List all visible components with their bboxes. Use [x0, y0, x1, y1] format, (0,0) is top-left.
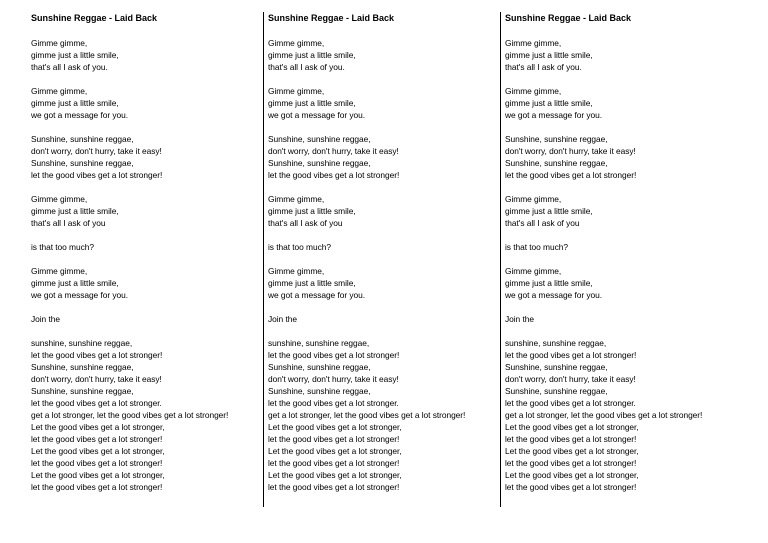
- lyric-line: gimme just a little smile,: [31, 206, 119, 216]
- lyrics-stanza: [268, 241, 495, 253]
- lyric-line: Gimme gimme,: [268, 194, 325, 204]
- lyric-line: sunshine, sunshine reggae,: [31, 338, 133, 348]
- lyric-line: Let the good vibes get a lot stronger,: [31, 422, 165, 432]
- lyric-line: Sunshine, sunshine reggae,: [268, 386, 371, 396]
- lyric-line: that's all I ask of you.: [268, 62, 345, 72]
- lyrics-stanza: [268, 85, 495, 121]
- lyric-line: that's all I ask of you: [31, 218, 106, 228]
- lyrics-stanza: [31, 313, 259, 325]
- lyric-line: that's all I ask of you.: [505, 62, 582, 72]
- lyrics-stanza: [268, 193, 495, 229]
- lyric-line: let the good vibes get a lot stronger!: [31, 482, 163, 492]
- lyric-line: Let the good vibes get a lot stronger,: [268, 446, 402, 456]
- lyric-line: we got a message for you.: [505, 110, 602, 120]
- lyrics-stanza: [268, 337, 495, 493]
- lyric-line: that's all I ask of you.: [31, 62, 108, 72]
- lyric-line: we got a message for you.: [31, 290, 128, 300]
- lyric-line: Let the good vibes get a lot stronger,: [505, 470, 639, 480]
- lyrics-stanza: [505, 37, 732, 73]
- stanza-list: [31, 37, 259, 493]
- lyric-line: Gimme gimme,: [505, 38, 562, 48]
- lyric-line: don't worry, don't hurry, take it easy!: [268, 374, 399, 384]
- lyric-line: we got a message for you.: [268, 290, 365, 300]
- lyric-line: Gimme gimme,: [505, 194, 562, 204]
- lyric-line: gimme just a little smile,: [268, 206, 356, 216]
- lyric-line: is that too much?: [268, 242, 331, 252]
- lyrics-stanza: [505, 85, 732, 121]
- lyrics-stanza: [268, 265, 495, 301]
- lyric-line: gimme just a little smile,: [268, 278, 356, 288]
- lyric-line: gimme just a little smile,: [31, 98, 119, 108]
- lyric-line: we got a message for you.: [268, 110, 365, 120]
- lyric-line: gimme just a little smile,: [31, 50, 119, 60]
- lyrics-column-2: [263, 12, 495, 507]
- song-title: Sunshine Reggae - Laid Back: [505, 13, 632, 23]
- lyric-line: don't worry, don't hurry, take it easy!: [505, 146, 636, 156]
- lyric-line: Sunshine, sunshine reggae,: [31, 158, 134, 168]
- lyric-line: don't worry, don't hurry, take it easy!: [268, 146, 399, 156]
- lyric-line: Let the good vibes get a lot stronger,: [505, 446, 639, 456]
- lyric-line: Gimme gimme,: [31, 266, 88, 276]
- lyric-line: let the good vibes get a lot stronger!: [268, 434, 400, 444]
- lyrics-stanza: [31, 85, 259, 121]
- lyric-line: we got a message for you.: [31, 110, 128, 120]
- lyric-line: Gimme gimme,: [505, 266, 562, 276]
- lyric-line: Let the good vibes get a lot stronger,: [268, 470, 402, 480]
- lyrics-stanza: [505, 265, 732, 301]
- lyrics-stanza: [31, 337, 259, 493]
- lyric-line: let the good vibes get a lot stronger.: [268, 398, 399, 408]
- lyric-line: Gimme gimme,: [268, 38, 325, 48]
- lyric-line: Gimme gimme,: [31, 38, 88, 48]
- lyric-line: don't worry, don't hurry, take it easy!: [31, 146, 162, 156]
- lyric-line: gimme just a little smile,: [505, 50, 593, 60]
- lyric-line: Sunshine, sunshine reggae,: [31, 362, 134, 372]
- lyrics-stanza: [31, 265, 259, 301]
- lyrics-stanza: [31, 133, 259, 181]
- lyric-line: we got a message for you.: [505, 290, 602, 300]
- lyrics-stanza: [505, 193, 732, 229]
- lyrics-stanza: [31, 37, 259, 73]
- lyric-line: Let the good vibes get a lot stronger,: [31, 470, 165, 480]
- lyrics-stanza: [268, 313, 495, 325]
- lyric-line: Join the: [31, 314, 60, 324]
- lyric-line: let the good vibes get a lot stronger.: [505, 398, 636, 408]
- lyrics-stanza: [268, 133, 495, 181]
- lyric-line: Sunshine, sunshine reggae,: [505, 158, 608, 168]
- lyric-line: let the good vibes get a lot stronger!: [268, 482, 400, 492]
- lyric-line: is that too much?: [31, 242, 94, 252]
- lyric-line: sunshine, sunshine reggae,: [268, 338, 370, 348]
- lyric-line: get a lot stronger, let the good vibes get a lot stronger!: [268, 410, 466, 420]
- lyrics-stanza: [268, 37, 495, 73]
- lyric-line: Sunshine, sunshine reggae,: [268, 134, 371, 144]
- lyric-line: let the good vibes get a lot stronger!: [268, 458, 400, 468]
- lyric-line: let the good vibes get a lot stronger!: [505, 482, 637, 492]
- stanza-list: [505, 37, 732, 493]
- lyric-line: gimme just a little smile,: [268, 50, 356, 60]
- lyrics-stanza: [505, 337, 732, 493]
- lyric-line: let the good vibes get a lot stronger!: [505, 434, 637, 444]
- song-title: Sunshine Reggae - Laid Back: [268, 13, 395, 23]
- lyric-line: that's all I ask of you: [268, 218, 343, 228]
- lyrics-stanza: [505, 241, 732, 253]
- lyric-line: let the good vibes get a lot stronger!: [505, 350, 637, 360]
- lyric-line: let the good vibes get a lot stronger!: [31, 458, 163, 468]
- lyric-line: Let the good vibes get a lot stronger,: [268, 422, 402, 432]
- lyric-line: Sunshine, sunshine reggae,: [505, 386, 608, 396]
- lyric-line: Let the good vibes get a lot stronger,: [505, 422, 639, 432]
- lyric-line: Sunshine, sunshine reggae,: [505, 134, 608, 144]
- stanza-list: [268, 37, 495, 493]
- lyric-line: gimme just a little smile,: [505, 98, 593, 108]
- lyric-line: don't worry, don't hurry, take it easy!: [505, 374, 636, 384]
- lyrics-stanza: [505, 133, 732, 181]
- lyrics-column-1: [27, 12, 259, 507]
- lyric-line: that's all I ask of you: [505, 218, 580, 228]
- lyric-line: sunshine, sunshine reggae,: [505, 338, 607, 348]
- lyric-line: Sunshine, sunshine reggae,: [31, 134, 134, 144]
- lyric-line: let the good vibes get a lot stronger.: [31, 398, 162, 408]
- lyric-line: let the good vibes get a lot stronger!: [31, 434, 163, 444]
- lyric-line: Sunshine, sunshine reggae,: [505, 362, 608, 372]
- lyric-line: Join the: [268, 314, 297, 324]
- lyric-line: let the good vibes get a lot stronger!: [31, 350, 163, 360]
- lyrics-column-3: [500, 12, 732, 507]
- lyric-line: Join the: [505, 314, 534, 324]
- lyric-line: gimme just a little smile,: [31, 278, 119, 288]
- lyric-line: let the good vibes get a lot stronger!: [268, 350, 400, 360]
- lyric-line: Sunshine, sunshine reggae,: [268, 362, 371, 372]
- lyric-line: Gimme gimme,: [268, 266, 325, 276]
- lyric-line: let the good vibes get a lot stronger!: [505, 458, 637, 468]
- song-title: Sunshine Reggae - Laid Back: [31, 13, 158, 23]
- lyric-line: gimme just a little smile,: [505, 206, 593, 216]
- lyric-line: Sunshine, sunshine reggae,: [31, 386, 134, 396]
- lyric-line: Gimme gimme,: [31, 86, 88, 96]
- lyric-line: let the good vibes get a lot stronger!: [505, 170, 637, 180]
- lyrics-stanza: [505, 313, 732, 325]
- lyric-line: get a lot stronger, let the good vibes get a lot stronger!: [31, 410, 229, 420]
- lyric-line: let the good vibes get a lot stronger!: [268, 170, 400, 180]
- lyric-line: gimme just a little smile,: [268, 98, 356, 108]
- lyric-line: Gimme gimme,: [268, 86, 325, 96]
- lyrics-stanza: [31, 193, 259, 229]
- lyrics-stanza: [31, 241, 259, 253]
- lyric-line: don't worry, don't hurry, take it easy!: [31, 374, 162, 384]
- lyric-line: let the good vibes get a lot stronger!: [31, 170, 163, 180]
- lyric-line: Gimme gimme,: [31, 194, 88, 204]
- lyric-line: Let the good vibes get a lot stronger,: [31, 446, 165, 456]
- lyric-line: get a lot stronger, let the good vibes get a lot stronger!: [505, 410, 703, 420]
- lyric-line: gimme just a little smile,: [505, 278, 593, 288]
- lyric-line: Gimme gimme,: [505, 86, 562, 96]
- lyric-line: is that too much?: [505, 242, 568, 252]
- lyric-line: Sunshine, sunshine reggae,: [268, 158, 371, 168]
